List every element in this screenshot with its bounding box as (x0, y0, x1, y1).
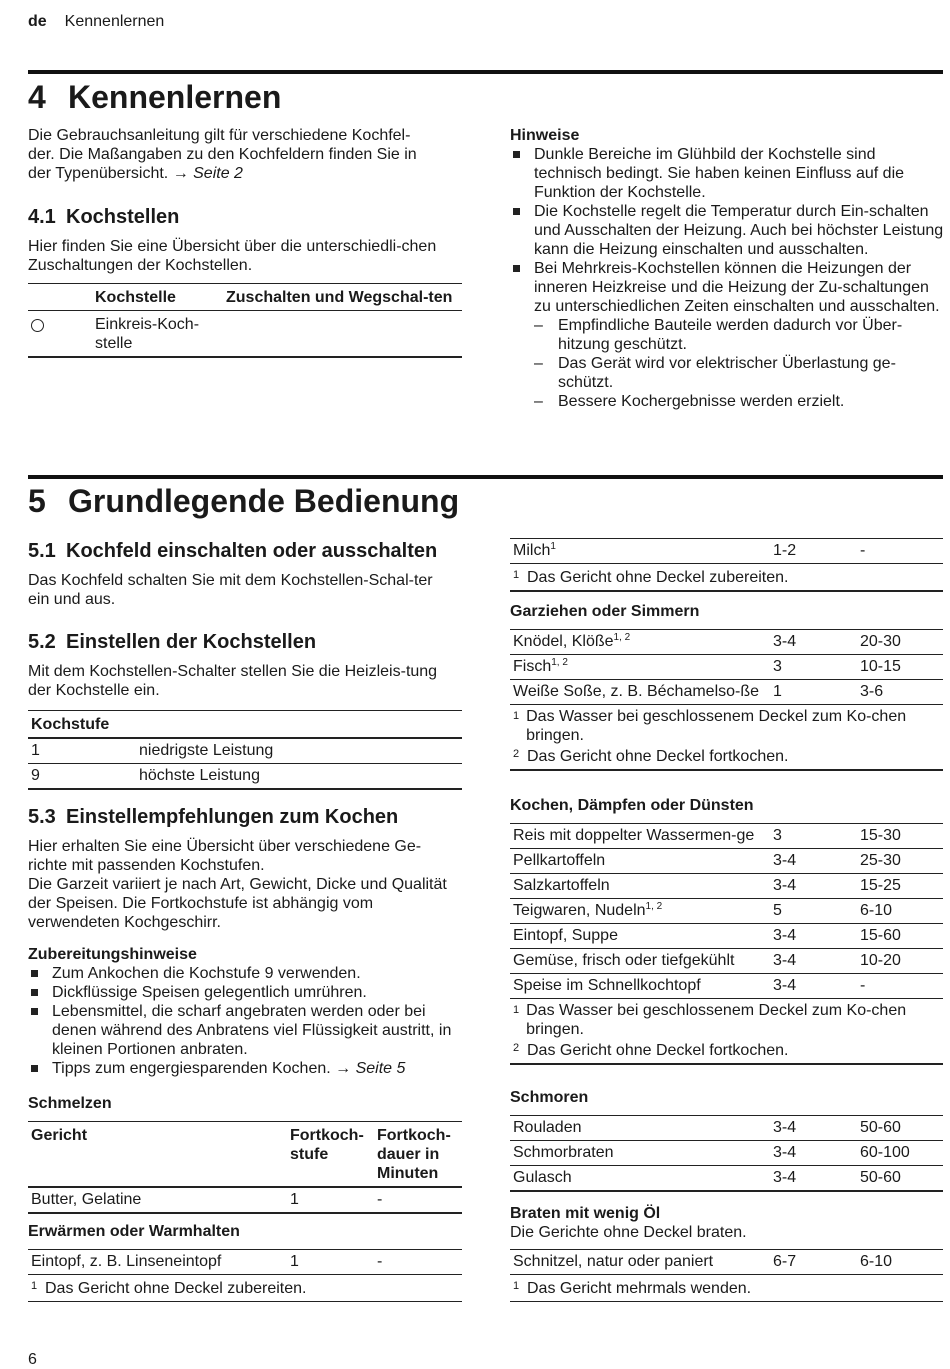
running-header (28, 12, 164, 31)
kochen-title: Kochen, Dämpfen oder Dünsten (510, 797, 754, 814)
garziehen-table (510, 629, 943, 771)
dish-cell: Milch$^1$ (513, 541, 556, 559)
time-cell: 60-100 (860, 1144, 910, 1161)
page-reference-link[interactable]: → Seite 5 (335, 1060, 406, 1077)
single-circle-icon (31, 319, 44, 332)
braten-subtitle: Die Gerichte ohne Deckel braten. (510, 1224, 747, 1241)
hinweise-title: Hinweise (510, 127, 580, 144)
time-cell: 6-10 (860, 1253, 893, 1270)
intro-line: der. Die Maßangaben zu den Kochfeldern finden Sie in (28, 146, 417, 163)
hinweis-subitem: – Das Gerät wird vor elektrischer Überlastung ge-schützt. (534, 354, 945, 392)
subsection-4-1-text: Hier finden Sie eine Übersicht über die unterschiedli-chen Zuschaltungen der Kochstellen. (28, 238, 437, 274)
section-title: Grundlegende Bedienung (68, 483, 460, 519)
erwaermen-table (28, 1249, 462, 1302)
time-cell: 15-30 (860, 827, 901, 844)
schmoren-title: Schmoren (510, 1089, 589, 1106)
subsection-number: 5.3 (28, 806, 56, 828)
subsection-title: Kochstellen (66, 206, 180, 228)
dish-cell: Schmorbraten (513, 1144, 614, 1161)
erwaermen-title: Erwärmen oder Warmhalten (28, 1223, 240, 1240)
section-4-intro (28, 126, 468, 183)
footnote: 1 Das Gericht ohne Deckel zubereiten. (513, 569, 789, 586)
level-cell: 3-4 (773, 633, 797, 650)
time-cell: - (377, 1253, 383, 1270)
subsection-5-3-heading (28, 805, 398, 829)
section-4-rule (28, 70, 943, 74)
time-cell: 10-20 (860, 952, 901, 969)
level-cell: 3 (773, 658, 782, 675)
time-cell: 25-30 (860, 852, 901, 869)
level-cell: 1 (290, 1253, 299, 1270)
kochstufe-level: 1 (31, 742, 40, 759)
intro-line: Die Gebrauchsanleitung gilt für verschiedene Kochfel- (28, 127, 411, 144)
running-header-title: Kennenlernen (64, 13, 165, 30)
hint-item: Lebensmittel, die scharf angebraten werden oder bei denen während des Anbratens viel Flüssigkeit austritt, in kleinen Portionen anbraten. (28, 1002, 460, 1059)
hinweis-subitem: – Bessere Kochergebnisse werden erzielt. (534, 392, 945, 411)
subsection-title: Einstellempfehlungen zum Kochen (66, 806, 399, 828)
dish-cell: Reis mit doppelter Wassermen-ge (513, 827, 755, 844)
schmelzen-title: Schmelzen (28, 1095, 112, 1112)
schmelzen-table (28, 1121, 462, 1214)
column-header-fortkochdauer: Fortkoch-dauer in Minuten (377, 1127, 451, 1182)
section-number: 5 (28, 483, 46, 519)
time-cell: - (860, 542, 866, 559)
hint-item: Tipps zum engergiesparenden Kochen. → Seite 5 (28, 1059, 460, 1078)
braten-title: Braten mit wenig Öl (510, 1205, 661, 1222)
time-cell: - (377, 1191, 383, 1208)
zubereitungshinweise-block (28, 945, 460, 1078)
language-code: de (28, 13, 47, 30)
paragraph: Die Garzeit variiert je nach Art, Gewicht, Dicke und Qualität der Speisen. Die Fortkochstufe ist abhängig vom verwendeten Kochgeschirr. (28, 876, 447, 931)
hinweis-item: Bei Mehrkreis-Kochstellen können die Heizungen der inneren Heizkreise und die Heizung der Zu-schaltungen zu unterschiedlichen Zeiten einschalten und ausschalten. – Empfindliche Bauteile werden dadurch vor Über-hitzung geschützt. – Das Gerät wird vor elektrischer Überlastung ge-schützt. – Bessere Kochergebnisse werden erzielt. (510, 259, 945, 411)
level-cell: 1 (773, 683, 782, 700)
column-header-zuschalten: Zuschalten und Wegschal-ten (226, 289, 453, 306)
hinweis-subitem: – Empfindliche Bauteile werden dadurch vor Über-hitzung geschützt. (534, 316, 945, 354)
dish-cell: Pellkartoffeln (513, 852, 606, 869)
braten-table (510, 1249, 943, 1302)
subsection-5-2-text: Mit dem Kochstellen-Schalter stellen Sie die Heizleis-tung der Kochstelle ein. (28, 663, 438, 699)
intro-line: der Typenübersicht. (28, 165, 173, 182)
column-header-kochstufe: Kochstufe (31, 716, 110, 733)
footnote: 1 Das Wasser bei geschlossenem Deckel zum Ko-chen bringen. (513, 708, 907, 744)
dish-cell: Eintopf, z. B. Linseneintopf (31, 1253, 222, 1270)
subsection-number: 4.1 (28, 206, 56, 228)
kochstufe-table (28, 710, 462, 790)
hint-item: Dickflüssige Speisen gelegentlich umrühren. (28, 983, 460, 1002)
subsection-title: Kochfeld einschalten oder ausschalten (66, 540, 438, 562)
subsection-5-3-text (28, 837, 460, 932)
time-cell: 50-60 (860, 1119, 901, 1136)
subsection-4-1-heading (28, 205, 179, 229)
column-header-kochstelle: Kochstelle (95, 289, 176, 306)
kochstellen-table (28, 283, 462, 358)
section-number: 4 (28, 79, 46, 115)
level-cell: 6-7 (773, 1253, 797, 1270)
dish-cell: Rouladen (513, 1119, 582, 1136)
level-cell: 3-4 (773, 977, 797, 994)
level-cell: 1 (290, 1191, 299, 1208)
level-cell: 1-2 (773, 542, 797, 559)
subsection-5-1-text: Das Kochfeld schalten Sie mit dem Kochstellen-Schal-ter ein und aus. (28, 572, 433, 608)
time-cell: - (860, 977, 866, 994)
subsection-number: 5.2 (28, 631, 56, 653)
column-header-fortkochstufe: Fortkoch-stufe (290, 1127, 364, 1163)
time-cell: 50-60 (860, 1169, 901, 1186)
time-cell: 15-25 (860, 877, 901, 894)
level-cell: 3-4 (773, 927, 797, 944)
time-cell: 15-60 (860, 927, 901, 944)
level-cell: 3-4 (773, 952, 797, 969)
erwaermen-table-continued (510, 538, 943, 592)
level-cell: 3-4 (773, 852, 797, 869)
level-cell: 5 (773, 902, 782, 919)
hinweis-item: Die Kochstelle regelt die Temperatur durch Ein-schalten und Ausschalten der Heizung. Auch bei höchster Leistung kann die Heizung einschalten und ausschalten. (510, 202, 945, 259)
zuschalten-value (223, 311, 462, 358)
section-5-rule (28, 475, 943, 479)
subsection-5-2-heading (28, 630, 316, 654)
level-cell: 3 (773, 827, 782, 844)
hinweis-item: Dunkle Bereiche im Glühbild der Kochstelle sind technisch bedingt. Sie haben keinen Einfluss auf die Funktion der Kochstelle. (510, 145, 945, 202)
dish-cell: Speise im Schnellkochtopf (513, 977, 701, 994)
footnote: 1 Das Wasser bei geschlossenem Deckel zum Ko-chen bringen. (513, 1002, 907, 1038)
dish-cell: Schnitzel, natur oder paniert (513, 1253, 714, 1270)
dish-cell: Fisch$^{1, 2}$ (513, 657, 568, 675)
dish-cell: Butter, Gelatine (31, 1191, 142, 1208)
subsection-title: Einstellen der Kochstellen (66, 631, 317, 653)
schmoren-table (510, 1115, 943, 1192)
level-cell: 3-4 (773, 877, 797, 894)
level-cell: 3-4 (773, 1144, 797, 1161)
braten-heading-block (510, 1204, 943, 1242)
section-4-heading (28, 78, 281, 116)
garziehen-title: Garziehen oder Simmern (510, 603, 700, 620)
level-cell: 3-4 (773, 1119, 797, 1136)
footnote: 1 Das Gericht ohne Deckel zubereiten. (31, 1280, 307, 1297)
subsection-number: 5.1 (28, 540, 56, 562)
dish-cell: Knödel, Klöße$^{1, 2}$ (513, 632, 631, 650)
level-cell: 3-4 (773, 1169, 797, 1186)
dish-cell: Salzkartoffeln (513, 877, 610, 894)
time-cell: 6-10 (860, 902, 893, 919)
kochstufe-level: 9 (31, 767, 40, 784)
paragraph: Hier erhalten Sie eine Übersicht über verschiedene Ge-richte mit passenden Kochstufen. (28, 838, 422, 874)
dish-cell: Teigwaren, Nudeln$^{1, 2}$ (513, 901, 663, 919)
footnote: 2 Das Gericht ohne Deckel fortkochen. (513, 748, 789, 765)
page-number: 6 (28, 1351, 37, 1368)
section-5-heading (28, 482, 459, 520)
dish-cell: Weiße Soße, z. B. Béchamelso-ße (513, 683, 760, 700)
kochstufe-desc: niedrigste Leistung (139, 742, 274, 759)
hint-item: Zum Ankochen die Kochstufe 9 verwenden. (28, 964, 460, 983)
time-cell: 10-15 (860, 658, 901, 675)
kochen-table (510, 823, 943, 1065)
hinweise-block (510, 126, 945, 411)
column-header-gericht: Gericht (31, 1127, 88, 1144)
time-cell: 3-6 (860, 683, 884, 700)
section-title: Kennenlernen (68, 79, 282, 115)
time-cell: 20-30 (860, 633, 901, 650)
kochstelle-name: Einkreis-Koch-stelle (95, 316, 200, 352)
footnote: 2 Das Gericht ohne Deckel fortkochen. (513, 1042, 789, 1059)
dish-cell: Eintopf, Suppe (513, 927, 618, 944)
dish-cell: Gulasch (513, 1169, 572, 1186)
subsection-5-1-heading (28, 539, 437, 563)
dish-cell: Gemüse, frisch oder tiefgekühlt (513, 952, 735, 969)
page-reference-link[interactable]: → Seite 2 (172, 165, 243, 182)
footnote: 1 Das Gericht mehrmals wenden. (513, 1280, 752, 1297)
zubereitungshinweise-title: Zubereitungshinweise (28, 946, 197, 963)
kochstufe-desc: höchste Leistung (139, 767, 260, 784)
